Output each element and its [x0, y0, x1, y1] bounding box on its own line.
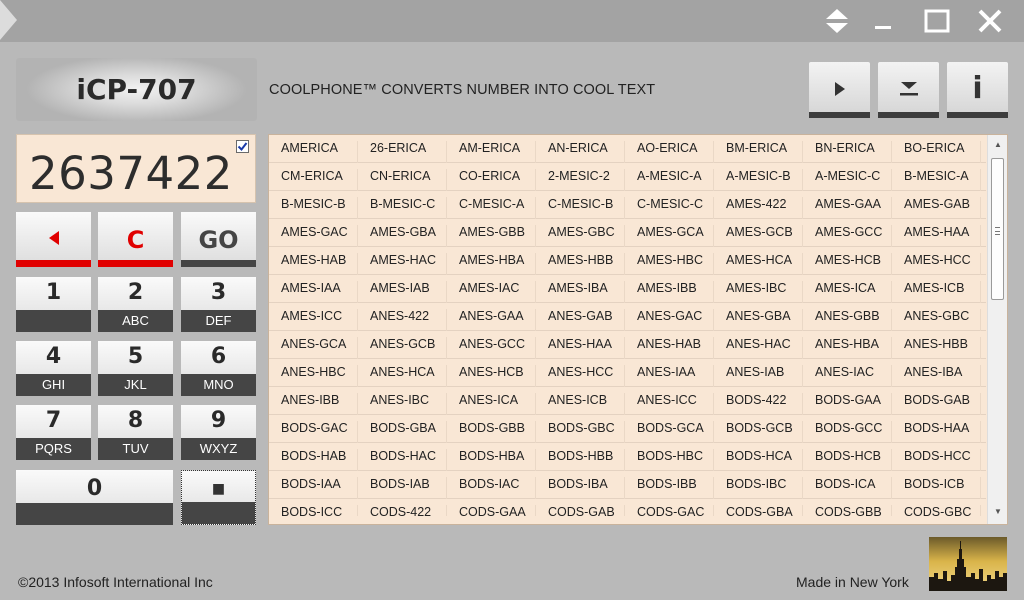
result-cell[interactable]: ANES-GCA: [269, 337, 358, 359]
result-cell[interactable]: BN-ERICA: [803, 141, 892, 163]
result-cell[interactable]: AMES-GAC: [269, 225, 358, 247]
result-cell[interactable]: BODS-GBB: [447, 421, 536, 443]
key-digit: 9: [210, 408, 227, 433]
result-cell[interactable]: ANES-GAB: [536, 309, 625, 331]
key-digit: 3: [210, 280, 227, 305]
result-cell[interactable]: C-MESIC-A: [447, 197, 536, 219]
result-cell[interactable]: AMES-HBB: [536, 253, 625, 275]
result-cell[interactable]: ANES-HAB: [625, 337, 714, 359]
result-cell[interactable]: BODS-ICC: [269, 505, 358, 516]
result-row: [269, 163, 986, 191]
download-icon: [878, 74, 939, 104]
scroll-down-icon[interactable]: ▼: [994, 507, 1002, 516]
result-cell[interactable]: AMES-ICC: [269, 309, 358, 331]
result-cell[interactable]: AMES-HCB: [803, 253, 892, 275]
result-cell[interactable]: B-MESIC-C: [358, 197, 447, 219]
result-cell[interactable]: B-MESIC-A: [892, 169, 981, 191]
result-row: [269, 191, 986, 219]
go-label: GO: [198, 226, 239, 254]
result-cell[interactable]: AMES-IBB: [625, 281, 714, 303]
result-row: [269, 135, 986, 163]
go-accent-bar: [181, 260, 256, 267]
result-cell[interactable]: AMES-HAA: [892, 225, 981, 247]
key-digit: 1: [45, 280, 62, 305]
result-cell[interactable]: BODS-GAA: [803, 393, 892, 415]
result-cell[interactable]: AMES-HBA: [447, 253, 536, 275]
window-menu-arrow-icon[interactable]: [0, 0, 17, 40]
copyright-text: ©2013 Infosoft International Inc: [18, 574, 213, 590]
result-cell[interactable]: ANES-ICB: [536, 393, 625, 415]
result-row: [269, 471, 986, 499]
result-cell[interactable]: ANES-GBB: [803, 309, 892, 331]
result-cell[interactable]: ANES-HCC: [536, 365, 625, 387]
result-cell[interactable]: AMES-HCC: [892, 253, 981, 275]
result-cell[interactable]: CODS-GBB: [803, 505, 892, 516]
resize-updown-icon[interactable]: [818, 4, 856, 38]
result-cell[interactable]: BODS-HCB: [803, 449, 892, 471]
result-cell[interactable]: ANES-HBC: [269, 365, 358, 387]
result-cell[interactable]: AMES-GBA: [358, 225, 447, 247]
key-digit: 6: [210, 344, 227, 369]
result-cell[interactable]: ANES-HAA: [536, 337, 625, 359]
result-cell[interactable]: C-MESIC-B: [536, 197, 625, 219]
result-cell[interactable]: BODS-GCC: [803, 421, 892, 443]
key-2[interactable]: [98, 277, 173, 332]
result-cell[interactable]: AMES-HBC: [625, 253, 714, 275]
download-button[interactable]: [878, 62, 939, 118]
result-cell[interactable]: BODS-ICB: [892, 477, 981, 499]
result-cell[interactable]: AMES-GBB: [447, 225, 536, 247]
result-cell[interactable]: BODS-HBB: [536, 449, 625, 471]
scroll-thumb[interactable]: [991, 158, 1004, 300]
clear-accent-bar: [98, 260, 173, 267]
result-cell[interactable]: AMES-GCB: [714, 225, 803, 247]
result-cell[interactable]: BODS-422: [714, 393, 803, 415]
tagline: COOLPHONE™ CONVERTS NUMBER INTO COOL TEXT: [269, 82, 656, 98]
result-cell[interactable]: BODS-HCC: [892, 449, 981, 471]
result-cell[interactable]: ANES-IAC: [803, 365, 892, 387]
key-letters: [16, 503, 173, 525]
result-row: [269, 303, 986, 331]
result-cell[interactable]: AMES-422: [714, 197, 803, 219]
key-digit: 5: [127, 344, 144, 369]
result-cell[interactable]: AMES-GBC: [536, 225, 625, 247]
key-3[interactable]: [181, 277, 256, 332]
number-display[interactable]: [16, 134, 256, 203]
result-cell[interactable]: CODS-GAC: [625, 505, 714, 516]
key-digit: 2: [127, 280, 144, 305]
result-cell[interactable]: ANES-HCA: [358, 365, 447, 387]
result-cell[interactable]: C-MESIC-C: [625, 197, 714, 219]
backspace-accent-bar: [16, 260, 91, 267]
result-cell[interactable]: AMES-GAA: [803, 197, 892, 219]
result-row: [269, 275, 986, 303]
result-cell[interactable]: AMES-GCC: [803, 225, 892, 247]
result-cell[interactable]: BODS-IBC: [714, 477, 803, 499]
result-cell[interactable]: BODS-GAC: [269, 421, 358, 443]
phone-number-value: 2637422: [29, 147, 233, 200]
result-row: [269, 359, 986, 387]
result-cell[interactable]: ANES-IBC: [358, 393, 447, 415]
close-icon[interactable]: [971, 4, 1009, 38]
key-letters: TUV: [98, 438, 173, 460]
clear-label: C: [126, 226, 145, 254]
result-cell[interactable]: ANES-IBB: [269, 393, 358, 415]
play-button[interactable]: [809, 62, 870, 118]
result-cell[interactable]: CN-ERICA: [358, 169, 447, 191]
result-cell[interactable]: BODS-HAC: [358, 449, 447, 471]
result-cell[interactable]: BODS-IBA: [536, 477, 625, 499]
made-in-text: Made in New York: [796, 574, 909, 590]
result-cell[interactable]: 2-MESIC-2: [536, 169, 625, 191]
app-logo: iCP-707: [16, 58, 257, 121]
result-cell[interactable]: ANES-IBA: [892, 365, 981, 387]
result-cell[interactable]: AMES-ICB: [892, 281, 981, 303]
result-row: [269, 499, 986, 516]
result-row: [269, 247, 986, 275]
key-0[interactable]: [16, 470, 173, 525]
result-cell[interactable]: BODS-IAC: [447, 477, 536, 499]
result-cell[interactable]: ANES-GCC: [447, 337, 536, 359]
new-york-skyline-image: [929, 537, 1007, 591]
key-letters: [182, 502, 255, 524]
display-checkbox[interactable]: [236, 140, 249, 153]
result-cell[interactable]: A-MESIC-C: [803, 169, 892, 191]
result-row: [269, 387, 986, 415]
key-letters: WXYZ: [181, 438, 256, 460]
key-letters: DEF: [181, 310, 256, 332]
result-cell[interactable]: B-MESIC-B: [269, 197, 358, 219]
play-icon: [809, 74, 870, 104]
key-letters: [16, 310, 91, 332]
result-cell[interactable]: ANES-HBA: [803, 337, 892, 359]
result-cell[interactable]: AMES-IBC: [714, 281, 803, 303]
key-digit: 0: [86, 476, 103, 501]
result-cell[interactable]: A-MESIC-A: [625, 169, 714, 191]
key-1[interactable]: [16, 277, 91, 332]
result-cell[interactable]: CODS-GBC: [892, 505, 981, 516]
results-grid: [269, 135, 986, 516]
result-cell[interactable]: AMES-HCA: [714, 253, 803, 275]
title-bar: [0, 0, 1024, 42]
result-cell[interactable]: BODS-IAA: [269, 477, 358, 499]
maximize-icon[interactable]: [918, 4, 956, 38]
result-cell[interactable]: ANES-GAC: [625, 309, 714, 331]
key-digit: 8: [127, 408, 144, 433]
result-cell[interactable]: ANES-HBB: [892, 337, 981, 359]
result-cell[interactable]: AM-ERICA: [447, 141, 536, 163]
result-cell[interactable]: CM-ERICA: [269, 169, 358, 191]
key-6[interactable]: [181, 341, 256, 396]
result-cell[interactable]: BODS-ICA: [803, 477, 892, 499]
result-row: [269, 443, 986, 471]
key-letters: ABC: [98, 310, 173, 332]
key-letters: MNO: [181, 374, 256, 396]
result-cell[interactable]: CODS-GBA: [714, 505, 803, 516]
result-cell[interactable]: BODS-GBC: [536, 421, 625, 443]
result-cell[interactable]: AMES-ICA: [803, 281, 892, 303]
go-button[interactable]: [181, 212, 256, 267]
result-row: [269, 415, 986, 443]
info-icon: [947, 71, 1008, 106]
result-cell[interactable]: AMES-IAB: [358, 281, 447, 303]
result-cell[interactable]: AMES-GCA: [625, 225, 714, 247]
clear-button[interactable]: [98, 212, 173, 267]
result-cell[interactable]: ANES-IAB: [714, 365, 803, 387]
result-cell[interactable]: BODS-GBA: [358, 421, 447, 443]
key-letters: JKL: [98, 374, 173, 396]
key-5[interactable]: [98, 341, 173, 396]
key-8[interactable]: [98, 405, 173, 460]
result-cell[interactable]: CODS-GAB: [536, 505, 625, 516]
key-letters: GHI: [16, 374, 91, 396]
result-cell[interactable]: 26-ERICA: [358, 141, 447, 163]
result-row: [269, 219, 986, 247]
result-cell[interactable]: A-MESIC-B: [714, 169, 803, 191]
left-arrow-icon: [16, 230, 91, 246]
result-cell[interactable]: ANES-GBA: [714, 309, 803, 331]
result-cell[interactable]: ANES-HCB: [447, 365, 536, 387]
result-cell[interactable]: ANES-IAA: [625, 365, 714, 387]
key-dot[interactable]: [181, 470, 256, 525]
result-cell[interactable]: AMES-HAB: [269, 253, 358, 275]
result-cell[interactable]: AMES-GAB: [892, 197, 981, 219]
result-cell[interactable]: CODS-422: [358, 505, 447, 516]
result-cell[interactable]: ANES-GAA: [447, 309, 536, 331]
key-9[interactable]: [181, 405, 256, 460]
result-cell[interactable]: BODS-IBB: [625, 477, 714, 499]
scroll-up-icon[interactable]: ▲: [994, 140, 1002, 149]
result-cell[interactable]: ANES-GBC: [892, 309, 981, 331]
result-cell[interactable]: CODS-GAA: [447, 505, 536, 516]
minimize-icon[interactable]: [864, 4, 902, 38]
result-cell[interactable]: BODS-HAB: [269, 449, 358, 471]
result-cell[interactable]: ANES-ICA: [447, 393, 536, 415]
key-digit: 7: [45, 408, 62, 433]
info-button[interactable]: [947, 62, 1008, 118]
result-cell[interactable]: AMES-IAA: [269, 281, 358, 303]
key-7[interactable]: [16, 405, 91, 460]
result-cell[interactable]: BODS-GAB: [892, 393, 981, 415]
result-cell[interactable]: AMES-IAC: [447, 281, 536, 303]
result-cell[interactable]: ANES-HAC: [714, 337, 803, 359]
result-cell[interactable]: BODS-HAA: [892, 421, 981, 443]
results-list[interactable]: [268, 134, 1008, 525]
result-cell[interactable]: CO-ERICA: [447, 169, 536, 191]
info-label: i: [972, 71, 983, 106]
grip-icon: [995, 227, 1000, 235]
result-cell[interactable]: BODS-GCA: [625, 421, 714, 443]
result-cell[interactable]: AMERICA: [269, 141, 358, 163]
result-cell[interactable]: BM-ERICA: [714, 141, 803, 163]
result-cell[interactable]: AN-ERICA: [536, 141, 625, 163]
results-scrollbar[interactable]: [987, 135, 1007, 524]
key-digit: ■: [211, 481, 226, 497]
result-cell[interactable]: BO-ERICA: [892, 141, 981, 163]
result-cell[interactable]: AMES-IBA: [536, 281, 625, 303]
key-4[interactable]: [16, 341, 91, 396]
result-cell[interactable]: ANES-GCB: [358, 337, 447, 359]
key-letters: PQRS: [16, 438, 91, 460]
key-digit: 4: [45, 344, 62, 369]
result-cell[interactable]: ANES-422: [358, 309, 447, 331]
result-cell[interactable]: BODS-IAB: [358, 477, 447, 499]
result-cell[interactable]: ANES-ICC: [625, 393, 714, 415]
result-cell[interactable]: AO-ERICA: [625, 141, 714, 163]
backspace-button[interactable]: [16, 212, 91, 267]
result-cell[interactable]: BODS-HBC: [625, 449, 714, 471]
result-cell[interactable]: BODS-HBA: [447, 449, 536, 471]
result-cell[interactable]: AMES-HAC: [358, 253, 447, 275]
result-row: [269, 331, 986, 359]
result-cell[interactable]: BODS-HCA: [714, 449, 803, 471]
result-cell[interactable]: BODS-GCB: [714, 421, 803, 443]
